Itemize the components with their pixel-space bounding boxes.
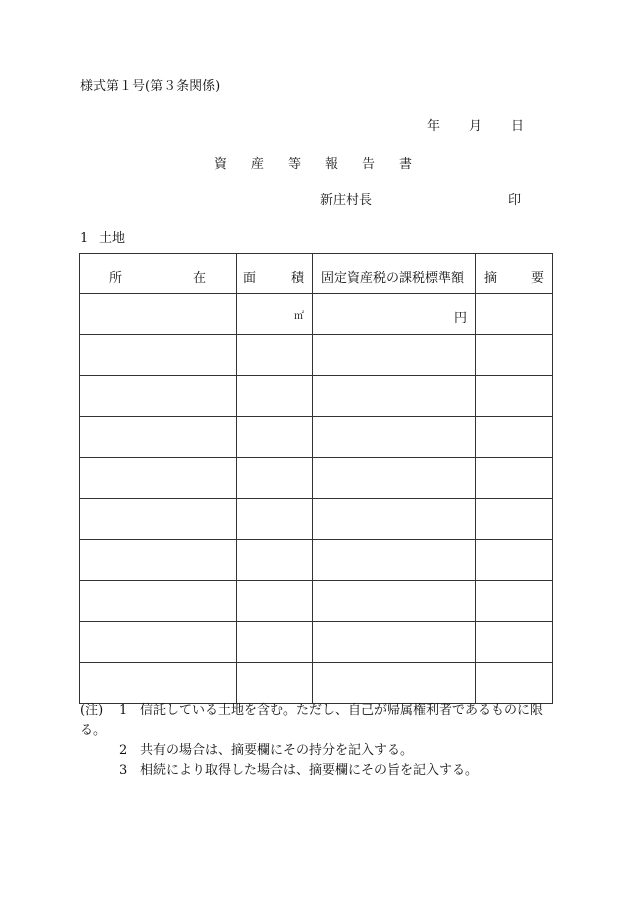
cell-area[interactable] <box>237 376 313 417</box>
cell-location[interactable] <box>80 622 237 663</box>
cell-area[interactable] <box>237 622 313 663</box>
cell-location[interactable] <box>80 376 237 417</box>
addressee: 新庄村長 <box>320 193 373 208</box>
title-char: 告 <box>362 157 376 172</box>
cell-area[interactable] <box>237 499 313 540</box>
cell-area[interactable] <box>237 294 313 335</box>
title-char: 報 <box>325 157 339 172</box>
area-unit: ㎡ <box>294 311 304 322</box>
section-name: 土地 <box>99 231 126 246</box>
cell-area[interactable] <box>237 540 313 581</box>
cell-tax-value[interactable] <box>313 663 476 704</box>
cell-tax-value[interactable] <box>313 458 476 499</box>
yen-unit: 円 <box>453 311 467 326</box>
cell-area[interactable] <box>237 458 313 499</box>
cell-tax-value[interactable] <box>313 622 476 663</box>
header-area: 面 積 <box>237 254 313 294</box>
cell-location[interactable] <box>80 581 237 622</box>
date-year-label: 年 <box>427 119 441 134</box>
header-tax-value: 固定資産税の課税標準額 <box>313 254 476 294</box>
cell-area[interactable] <box>237 581 313 622</box>
cell-location[interactable] <box>80 335 237 376</box>
cell-area[interactable] <box>237 663 313 704</box>
cell-remarks[interactable] <box>476 622 553 663</box>
title-char: 書 <box>399 157 413 172</box>
note-text: 相続により取得した場合は、摘要欄にその旨を記入する。 <box>140 763 479 778</box>
cell-remarks[interactable] <box>476 458 553 499</box>
title-char: 等 <box>288 157 302 172</box>
note-text: 信託している土地を含む。ただし、自己が帰属権利者であるものに限 <box>140 703 544 718</box>
table-row <box>80 540 553 581</box>
cell-location[interactable] <box>80 540 237 581</box>
table-row <box>80 294 553 335</box>
cell-remarks[interactable] <box>476 376 553 417</box>
table-row <box>80 622 553 663</box>
table-row <box>80 499 553 540</box>
cell-location[interactable] <box>80 417 237 458</box>
cell-remarks[interactable] <box>476 294 553 335</box>
table-row <box>80 376 553 417</box>
cell-location[interactable] <box>80 458 237 499</box>
land-asset-table <box>79 253 553 704</box>
date-day-label: 日 <box>511 119 525 134</box>
note-number: 3 <box>119 763 128 778</box>
cell-remarks[interactable] <box>476 499 553 540</box>
cell-area[interactable] <box>237 335 313 376</box>
cell-location[interactable] <box>80 294 237 335</box>
section-number: 1 <box>80 231 89 246</box>
form-number-label: 様式第１号(第３条関係) <box>80 79 221 94</box>
cell-remarks[interactable] <box>476 663 553 704</box>
cell-tax-value[interactable] <box>313 417 476 458</box>
cell-tax-value[interactable] <box>313 499 476 540</box>
table-row <box>80 458 553 499</box>
header-location: 所 在 <box>80 254 237 294</box>
cell-tax-value[interactable] <box>313 581 476 622</box>
table-row <box>80 335 553 376</box>
cell-tax-value[interactable] <box>313 335 476 376</box>
title-char: 資 <box>214 157 228 172</box>
header-remarks: 摘 要 <box>476 254 553 294</box>
table-row <box>80 581 553 622</box>
seal-mark: 印 <box>508 193 522 208</box>
cell-area[interactable] <box>237 417 313 458</box>
note-text-continuation: る。 <box>80 723 107 738</box>
note-text: 共有の場合は、摘要欄にその持分を記入する。 <box>140 743 414 758</box>
cell-location[interactable] <box>80 663 237 704</box>
notes-prefix: (注) <box>80 703 104 718</box>
table-row <box>80 663 553 704</box>
cell-remarks[interactable] <box>476 417 553 458</box>
table-header-row <box>80 254 553 294</box>
table-row <box>80 417 553 458</box>
note-number: 2 <box>119 743 128 758</box>
cell-tax-value[interactable] <box>313 376 476 417</box>
cell-location[interactable] <box>80 499 237 540</box>
cell-remarks[interactable] <box>476 540 553 581</box>
cell-remarks[interactable] <box>476 335 553 376</box>
cell-remarks[interactable] <box>476 581 553 622</box>
cell-tax-value[interactable] <box>313 294 476 335</box>
note-number: 1 <box>119 703 128 718</box>
title-char: 産 <box>251 157 265 172</box>
cell-tax-value[interactable] <box>313 540 476 581</box>
date-month-label: 月 <box>469 119 483 134</box>
